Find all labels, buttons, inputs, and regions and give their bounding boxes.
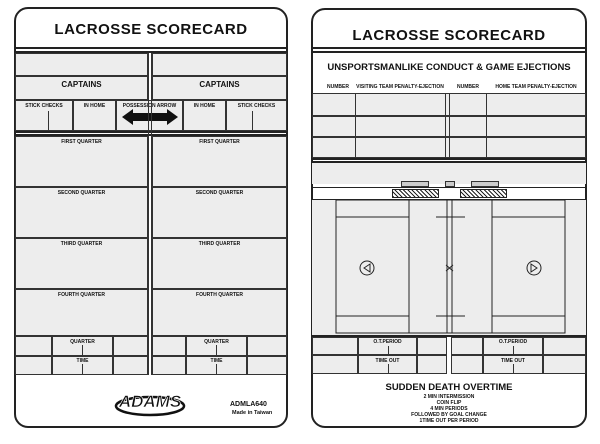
quarter-label: FOURTH QUARTER xyxy=(196,292,243,298)
stick-checks-label: STICK CHECKS xyxy=(237,103,276,109)
ot-cell[interactable] xyxy=(451,355,483,374)
timeout-cell[interactable] xyxy=(113,336,148,356)
time-out-label: TIME OUT xyxy=(501,358,525,364)
overtime-rule: COIN FLIP xyxy=(436,400,462,406)
time-label: TIME xyxy=(210,358,223,364)
divider xyxy=(312,47,586,49)
divider xyxy=(513,364,514,374)
timeout-cell[interactable] xyxy=(152,336,186,356)
in-home-label: IN HOME xyxy=(83,103,106,109)
captains-label: CAPTAINS xyxy=(199,80,240,89)
divider xyxy=(445,93,446,158)
ot-cell[interactable] xyxy=(543,337,586,355)
timeout-cell[interactable] xyxy=(15,336,52,356)
quarter-label: SECOND QUARTER xyxy=(195,190,244,196)
divider xyxy=(312,158,586,160)
penalty-box-right xyxy=(460,189,507,198)
possession-arrow-label: POSSESSION ARROW xyxy=(122,103,177,109)
made-in: Made in Taiwan xyxy=(232,410,273,416)
overtime-title: SUDDEN DEATH OVERTIME xyxy=(385,382,513,393)
column-header: HOME TEAM PENALTY-EJECTION xyxy=(495,84,577,90)
divider xyxy=(82,345,83,356)
timeout-cell[interactable] xyxy=(152,356,186,375)
ot-cell[interactable] xyxy=(543,355,586,374)
stick-checks-label: STICK CHECKS xyxy=(25,103,63,109)
adams-logo xyxy=(112,384,188,418)
ot-cell[interactable] xyxy=(312,355,358,374)
time-out-label: TIME OUT xyxy=(375,358,400,364)
timeout-cell[interactable] xyxy=(113,356,148,375)
timeout-cell[interactable] xyxy=(247,356,287,375)
captains-label: CAPTAINS xyxy=(61,80,102,89)
quarter-label: QUARTER xyxy=(70,339,95,345)
column-header: NUMBER xyxy=(327,84,349,90)
divider xyxy=(513,346,514,355)
field-markings xyxy=(312,199,586,336)
divider xyxy=(15,47,287,49)
center-divider xyxy=(148,53,149,375)
ot-cell[interactable] xyxy=(417,337,447,355)
center-divider xyxy=(151,53,152,375)
divider xyxy=(82,364,83,375)
divider xyxy=(355,93,356,158)
quarter-label: FIRST QUARTER xyxy=(61,139,102,145)
quarter-label: THIRD QUARTER xyxy=(60,241,103,247)
captains-blank-right[interactable] xyxy=(152,53,287,76)
divider xyxy=(312,187,586,188)
quarter-label: QUARTER xyxy=(204,339,229,345)
captains-blank-left[interactable] xyxy=(15,53,148,76)
divider xyxy=(48,111,49,131)
possession-arrow-icon[interactable] xyxy=(122,108,178,126)
timeout-cell[interactable] xyxy=(15,356,52,375)
overtime-rule: 2 MIN INTERMISSION xyxy=(423,394,475,400)
divider xyxy=(216,364,217,375)
timeout-cell[interactable] xyxy=(247,336,287,356)
divider xyxy=(252,111,253,131)
divider xyxy=(388,364,389,374)
divider xyxy=(486,93,487,158)
ot-cell[interactable] xyxy=(312,337,358,355)
overtime-rule: FOLLOWED BY GOAL CHANGE xyxy=(411,412,487,418)
divider xyxy=(388,346,389,355)
column-header: VISITING TEAM PENALTY-EJECTION xyxy=(356,84,444,90)
quarter-label: FOURTH QUARTER xyxy=(58,292,105,298)
in-home-label: IN HOME xyxy=(193,103,216,109)
ot-cell[interactable] xyxy=(451,337,483,355)
svg-text:ADAMS: ADAMS xyxy=(118,392,182,411)
divider xyxy=(216,345,217,356)
ot-period-label: O.T.PERIOD xyxy=(498,339,528,345)
quarter-label: SECOND QUARTER xyxy=(57,190,106,196)
overtime-rule: 4 MIN PERIODS xyxy=(430,406,468,412)
section-title: UNSPORTSMANLIKE CONDUCT & GAME EJECTIONS xyxy=(327,62,571,73)
card-title: LACROSSE SCORECARD xyxy=(54,21,248,38)
ot-period-label: O.T.PERIOD xyxy=(373,339,402,345)
time-label: TIME xyxy=(76,358,89,364)
overtime-rule: 1TIME OUT PER PERIOD xyxy=(419,418,479,424)
quarter-label: THIRD QUARTER xyxy=(198,241,241,247)
quarter-label: FIRST QUARTER xyxy=(199,139,240,145)
ot-cell[interactable] xyxy=(417,355,447,374)
divider xyxy=(449,93,450,158)
penalty-box-left xyxy=(392,189,439,198)
model-number: ADMLA640 xyxy=(230,401,267,408)
divider xyxy=(312,51,586,53)
card-title: LACROSSE SCORECARD xyxy=(352,27,546,44)
column-header: NUMBER xyxy=(457,84,479,90)
